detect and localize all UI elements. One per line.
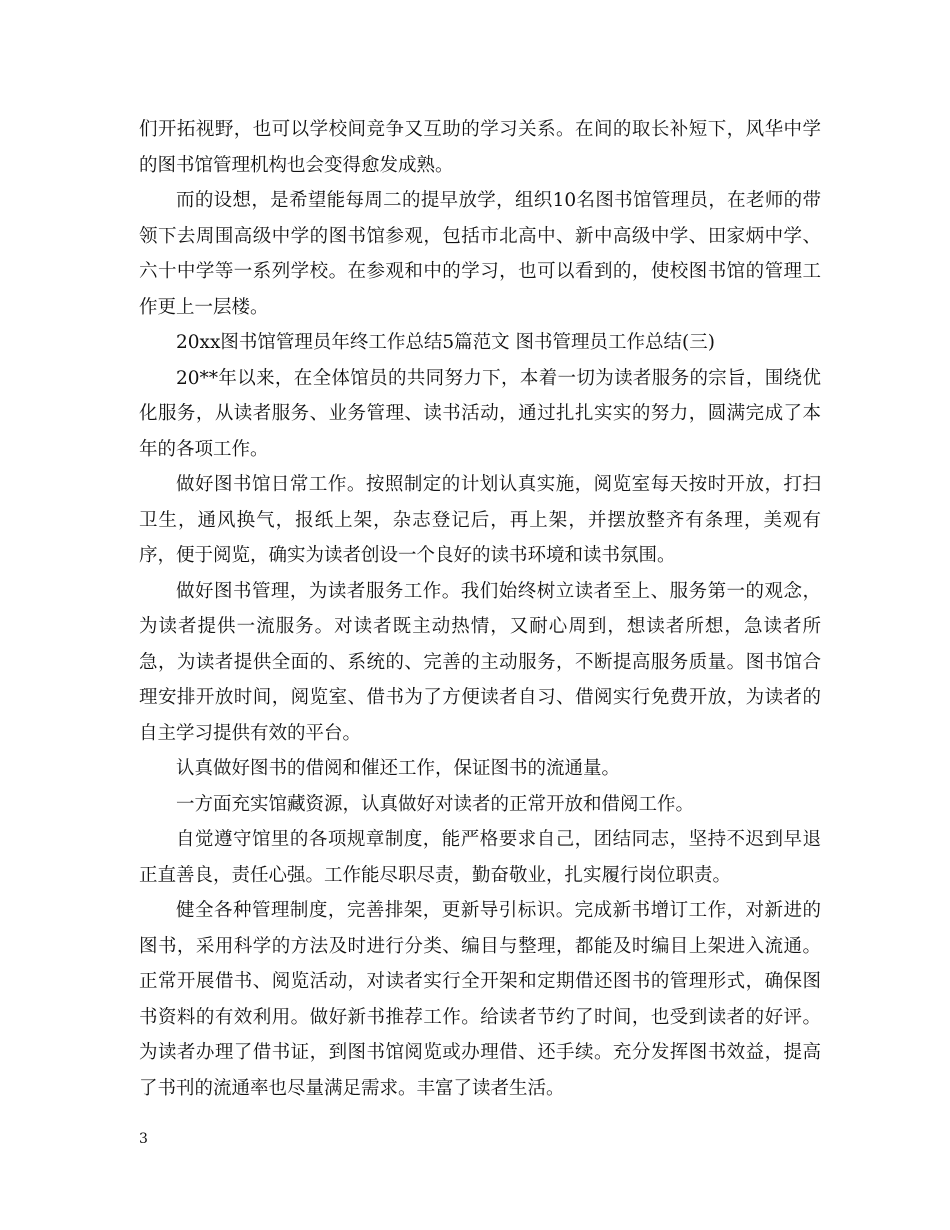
document-body xyxy=(139,112,821,1106)
paragraph-9: 自觉遵守馆里的各项规章制度，能严格要求自己，团结同志，坚持不迟到早退正直善良，责任心强。工作能尽职尽责，勤奋敬业，扎实履行岗位职责。 xyxy=(139,829,821,886)
paragraph-4: 20**年以来，在全体馆员的共同努力下，本着一切为读者服务的宗旨，围绕优化服务，从读者服务、业务管理、读书活动，通过扎扎实实的努力，圆满完成了本年的各项工作。 xyxy=(139,367,821,460)
paragraph-3-heading: 20xx图书馆管理员年终工作总结5篇范文 图书管理员工作总结(三) xyxy=(176,332,715,353)
paragraph-8: 一方面充实馆藏资源，认真做好对读者的正常开放和借阅工作。 xyxy=(176,793,695,815)
paragraph-6: 做好图书管理，为读者服务工作。我们始终树立读者至上、服务第一的观念，为读者提供一流服务。对读者既主动热情，又耐心周到，想读者所想，急读者所急，为读者提供全面的、系统的、完善的主动服务，不断提高服务质量。图书馆合理安排开放时间，阅览室、借书为了方便读者自习、借阅实行免费开放，为读者的自主学习提供有效的平台。 xyxy=(139,580,821,744)
page-number: 3 xyxy=(139,1131,148,1147)
paragraph-2: 而的设想，是希望能每周二的提早放学，组织10名图书馆管理员，在老师的带领下去周围高级中学的图书馆参观，包括市北高中、新中高级中学、田家炳中学、六十中学等一系列学校。在参观和中的学习，也可以看到的，使校图书馆的管理工作更上一层楼。 xyxy=(139,190,821,318)
paragraph-5: 做好图书馆日常工作。按照制定的计划认真实施，阅览室每天按时开放，打扫卫生，通风换气，报纸上架，杂志登记后，再上架，并摆放整齐有条理，美观有序，便于阅览，确实为读者创设一个良好的读书环境和读书氛围。 xyxy=(139,474,821,566)
paragraph-10: 健全各种管理制度，完善排架，更新导引标识。完成新书增订工作，对新进的图书，采用科学的方法及时进行分类、编目与整理，都能及时编目上架进入流通。正常开展借书、阅览活动，对读者实行全开架和定期借还图书的管理形式，确保图书资料的有效利用。做好新书推荐工作。给读者节约了时间，也受到读者的好评。为读者办理了借书证，到图书馆阅览或办理借、还手续。充分发挥图书效益，提高了书刊的流通率也尽量满足需求。丰富了读者生活。 xyxy=(139,900,821,1099)
paragraph-7: 认真做好图书的借阅和催还工作，保证图书的流通量。 xyxy=(176,758,621,779)
paragraph-1: 们开拓视野，也可以学校间竞争又互助的学习关系。在间的取长补短下，风华中学的图书馆管理机构也会变得愈发成熟。 xyxy=(139,119,821,176)
